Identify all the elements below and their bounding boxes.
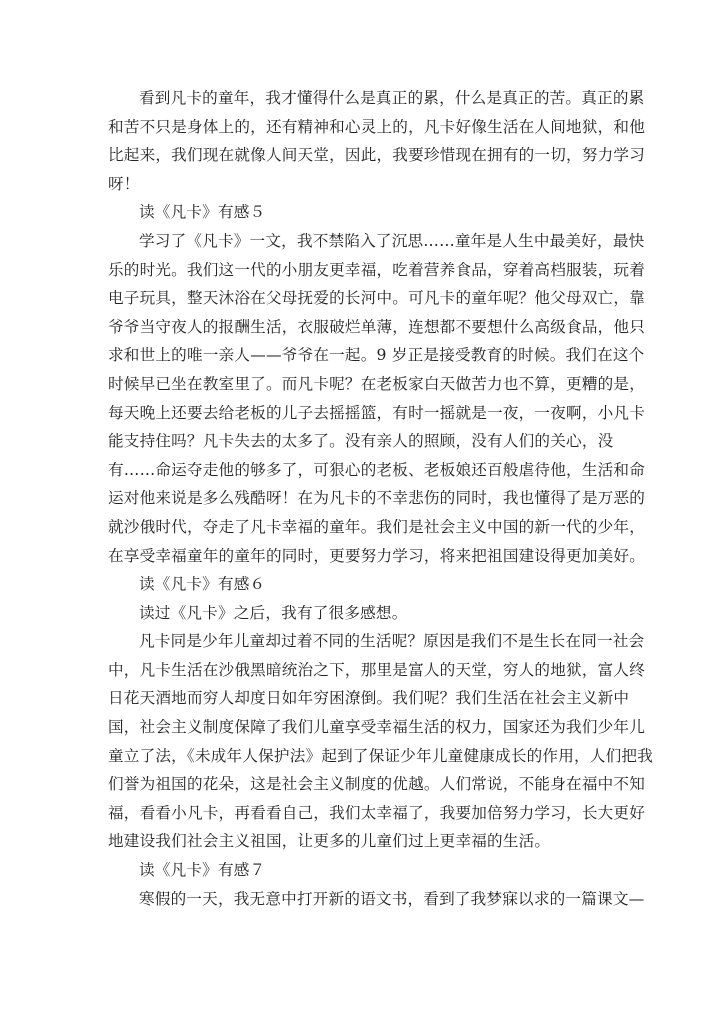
text-line: 能支持住吗？凡卡失去的太多了。没有亲人的照顾，没有人们的关心，没	[108, 432, 614, 451]
paragraph-first-line: 读过《凡卡》之后，我有了很多感想。	[139, 603, 408, 622]
text-line: 福，看看小凡卡，再看看自己，我们太幸福了，我要加倍努力学习，长大更好	[108, 803, 645, 822]
text-line: 地建设我们社会主义祖国，让更多的儿童们过上更幸福的生活。	[108, 832, 551, 851]
text-line: 中，凡卡生活在沙俄黑暗统治之下，那里是富人的天堂，穷人的地狱，富人终	[108, 660, 645, 679]
paragraph-first-line: 看到凡卡的童年，我才懂得什么是真正的累，什么是真正的苦。真正的累	[139, 89, 645, 107]
text-line: 比起来，我们现在就像人间天堂，因此，我要珍惜现在拥有的一切，努力学习	[108, 146, 645, 165]
text-line: 国，社会主义制度保障了我们儿童享受幸福生活的权力，国家还为我们少年儿	[108, 718, 645, 737]
text-line: 乐的时光。我们这一代的小朋友更幸福，吃着营养食品，穿着高档服装，玩着	[108, 260, 645, 279]
text-line: 有……命运夺走他的够多了，可狠心的老板、老板娘还百般虐待他，生活和命	[108, 460, 645, 479]
text-line: 求和世上的唯一亲人——爷爷在一起。9 岁正是接受教育的时候。我们在这个	[108, 346, 645, 365]
document-body	[108, 84, 653, 913]
section-heading: 读《凡卡》有感５	[139, 203, 266, 222]
text-line: 们誉为祖国的花朵，这是社会主义制度的优越。人们常说，不能身在福中不知	[108, 775, 645, 794]
text-line: 童立了法，《未成年人保护法》起到了保证少年儿童健康成长的作用，人们把我	[108, 746, 653, 765]
text-line: 呀！	[108, 174, 140, 193]
paragraph-first-line: 凡卡同是少年儿童却过着不同的生活呢？原因是我们不是生长在同一社会	[139, 632, 645, 651]
section-heading: 读《凡卡》有感７	[139, 861, 266, 880]
text-line: 和苦不只是身体上的，还有精神和心灵上的，凡卡好像生活在人间地狱，和他	[108, 117, 645, 136]
text-line: 就沙俄时代，夺走了凡卡幸福的童年。我们是社会主义中国的新一代的少年，	[108, 517, 645, 536]
text-line: 运对他来说是多么残酷呀！在为凡卡的不幸悲伤的同时，我也懂得了是万恶的	[108, 489, 645, 508]
text-line: 电子玩具，整天沐浴在父母抚爱的长河中。可凡卡的童年呢？他父母双亡，靠	[108, 289, 645, 308]
section-heading: 读《凡卡》有感６	[139, 575, 266, 594]
text-line: 爷爷当守夜人的报酬生活，衣服破烂单薄，连想都不要想什么高级食品，他只	[108, 317, 645, 336]
text-line: 在享受幸福童年的童年的同时，更要努力学习，将来把祖国建设得更加美好。	[108, 546, 645, 565]
paragraph-first-line: 寒假的一天，我无意中打开新的语文书，看到了我梦寐以求的一篇课文—	[139, 889, 645, 908]
text-line: 时候早已坐在教室里了。而凡卡呢？在老板家白天做苦力也不算，更糟的是，	[108, 374, 645, 393]
text-line: 日花天酒地而穷人却度日如年穷困潦倒。我们呢？我们生活在社会主义新中	[108, 689, 630, 708]
paragraph-first-line: 学习了《凡卡》一文，我不禁陷入了沉思……童年是人生中最美好，最快	[139, 231, 645, 250]
text-line: 每天晚上还要去给老板的儿子去摇摇篮，有时一摇就是一夜，一夜啊，小凡卡	[108, 403, 645, 422]
